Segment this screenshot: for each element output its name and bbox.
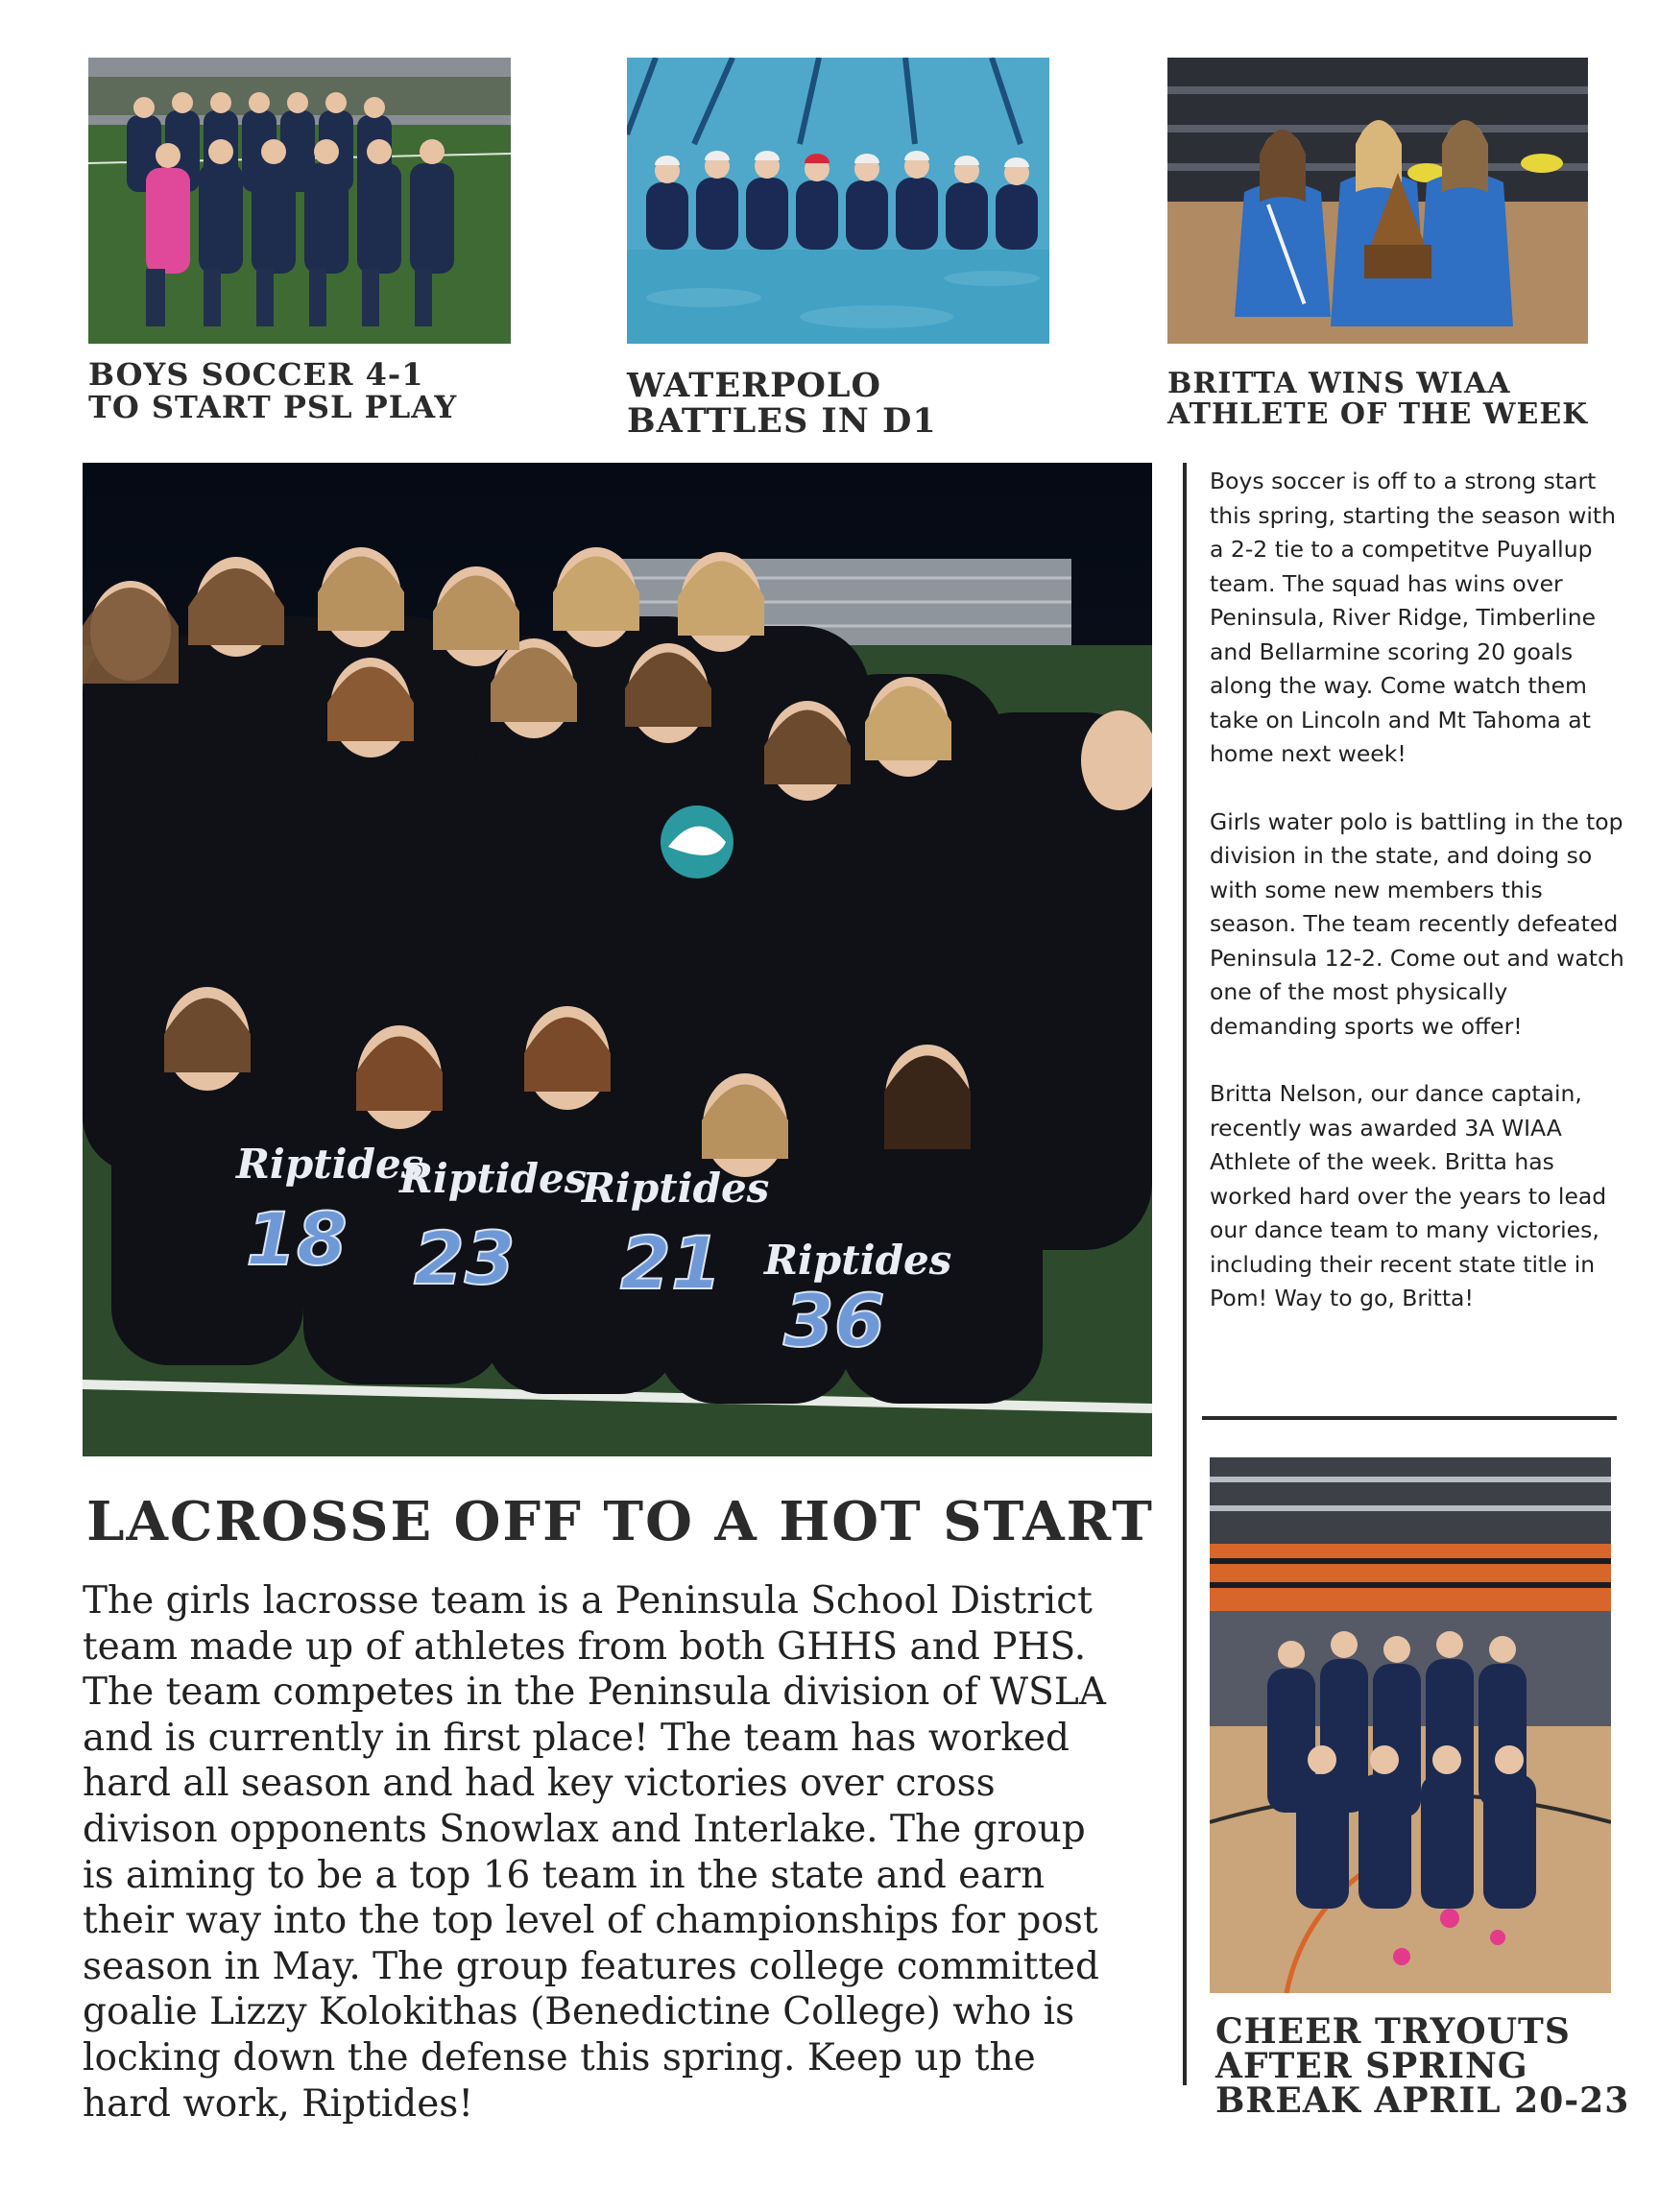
britta-caption-line-1: BRITTA WINS WIAA [1167,367,1511,400]
soccer-team-photo [88,58,511,344]
britta-award-photo [1167,58,1588,344]
cheer-caption [1215,2011,1630,2121]
article-line: goalie Lizzy Kolokithas (Benedictine College) who is [83,1990,1075,2034]
britta-caption-line-2: ATHLETE OF THE WEEK [1167,397,1589,431]
article-line: locking down the defense this spring. Keep up the [83,2035,1036,2080]
cheer-caption-line-1: CHEER TRYOUTS [1215,2011,1571,2052]
soccer-caption-line-2: TO START PSL PLAY [88,388,458,425]
column-divider [1183,463,1187,2085]
lacrosse-article [83,1578,1177,2127]
article-line: hard all season and had key victories over cross [83,1762,996,1806]
soccer-caption-line-1: BOYS SOCCER 4-1 [88,356,424,393]
jersey-number-2: 23 [414,1215,516,1301]
britta-caption [1167,369,1588,429]
sidebar-stories [1210,465,1632,1350]
jersey-text-4: Riptides [764,1237,952,1284]
jersey-number-1: 18 [246,1196,348,1282]
lacrosse-headline: LACROSSE OFF TO A HOT START [86,1490,1154,1553]
waterpolo-caption-line-1: WATERPOLO [627,366,882,405]
waterpolo-story: Girls water polo is battling in the top division in the state, and doing so with some new members this season. The team recently defeated Peninsula 12-2. Come out and watch one of the most physically demanding sports we offer! [1210,807,1624,1040]
article-line: season in May. The group features college committed [83,1944,1099,1988]
cheer-caption-line-3: BREAK APRIL 20-23 [1215,2080,1630,2121]
cheer-team-photo [1210,1457,1611,1993]
article-line: is aiming to be a top 16 team in the state and earn [83,1853,1046,1897]
article-line: hard work, Riptides! [83,2081,473,2126]
lacrosse-team-photo [83,463,1152,1456]
waterpolo-team-photo [627,58,1049,344]
waterpolo-caption [627,366,937,441]
article-line: team made up of athletes from both GHHS and PHS. [83,1624,1087,1669]
soccer-caption [88,356,458,425]
article-line: and is currently in first place! The team has worked [83,1716,1070,1760]
britta-story: Britta Nelson, our dance captain, recently was awarded 3A WIAA Athlete of the week. Britta has worked hard over the years to lead our dance team to many victories, including their recent state title in Pom! Way to go, Britta! [1210,1080,1607,1311]
article-line: The girls lacrosse team is a Peninsula School District [83,1579,1093,1623]
jersey-number-4: 36 [783,1278,885,1363]
article-line: divison opponents Snowlax and Interlake. The group [83,1807,1086,1851]
soccer-story: Boys soccer is off to a strong start this spring, starting the season with a 2-2 tie to a competitve Puyallup team. The squad has wins over Peninsula, River Ridge, Timberline and Bellarmine scoring 20 goals along the way. Come watch them take on Lincoln and Mt Tahoma at home next week! [1210,468,1616,767]
jersey-text-2: Riptides [399,1155,588,1202]
cheer-caption-line-2: AFTER SPRING [1215,2046,1528,2086]
waterpolo-caption-line-2: BATTLES IN D1 [627,400,937,441]
article-line: The team competes in the Peninsula division of WSLA [83,1671,1106,1715]
article-line: their way into the top level of championships for post [83,1899,1098,1943]
jersey-text-3: Riptides [582,1165,770,1212]
jersey-text-1: Riptides [236,1141,424,1188]
jersey-number-3: 21 [620,1220,722,1306]
sidebar-divider [1202,1416,1617,1420]
